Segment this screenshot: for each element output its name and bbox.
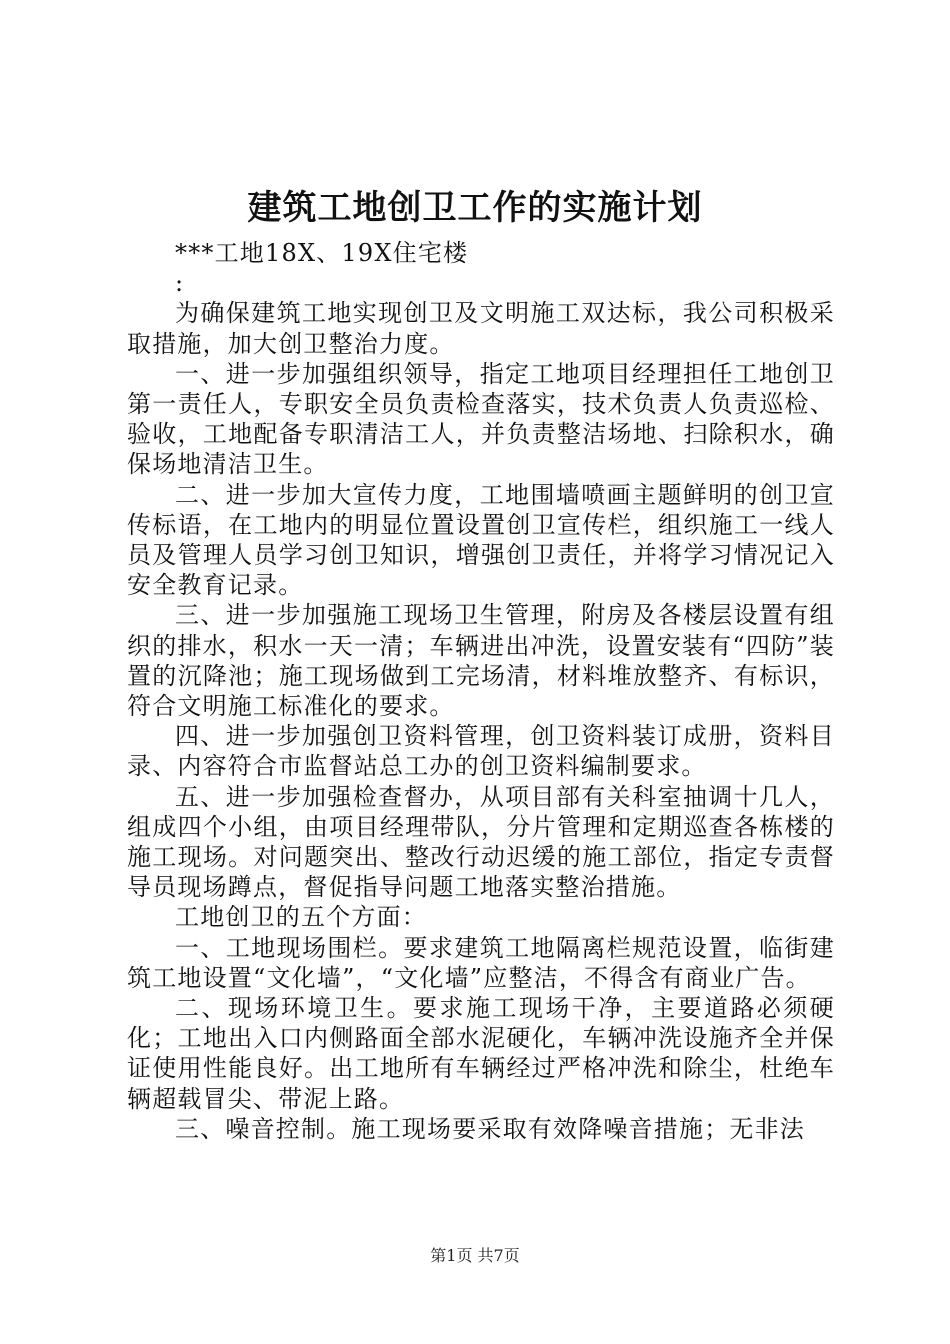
paragraph-item-4: 四、进一步加强创卫资料管理，创卫资料装订成册，资料目录、内容符合市监督站总工办的创卫资料编制要求。 — [127, 722, 835, 781]
paragraph-item-3: 三、进一步加强施工现场卫生管理，附房及各楼层设置有组织的排水，积水一天一清；车辆进出冲洗，设置安装有“四防”装置的沉降池；施工现场做到工完场清，材料堆放整齐、有标识，符合文明施工标准化的要求。 — [127, 601, 835, 721]
paragraph-item-2: 二、进一步加大宣传力度，工地围墙喷画主题鲜明的创卫宣传标语，在工地内的明显位置设置创卫宣传栏，组织施工一线人员及管理人员学习创卫知识，增强创卫责任，并将学习情况记入安全教育记录。 — [127, 480, 835, 600]
paragraph-item-1: 一、进一步加强组织领导，指定工地项目经理担任工地创卫第一责任人，专职安全员负责检查落实，技术负责人负责巡检、验收，工地配备专职清洁工人，并负责整洁场地、扫除积水，确保场地清洁卫生。 — [127, 359, 835, 479]
aspect-item-2: 二、现场环境卫生。要求施工现场干净，主要道路必须硬化；工地出入口内侧路面全部水泥硬化，车辆冲洗设施齐全并保证使用性能良好。出工地所有车辆经过严格冲洗和除尘，杜绝车辆超载冒尖、带泥上路。 — [127, 994, 835, 1113]
document-body — [127, 238, 835, 1144]
document-title: 建筑工地创卫工作的实施计划 — [247, 188, 703, 228]
aspect-item-1: 一、工地现场围栏。要求建筑工地隔离栏规范设置，临街建筑工地设置“文化墙”，“文化墙”应整洁，不得含有商业广告。 — [127, 933, 835, 992]
paragraph-intro: 为确保建筑工地实现创卫及文明施工双达标，我公司积极采取措施，加大创卫整治力度。 — [127, 299, 835, 358]
colon-line: : — [175, 269, 185, 298]
aspect-item-3: 三、噪音控制。施工现场要采取有效降噪音措施；无非法 — [175, 1114, 805, 1143]
subtitle-line: ***工地18X、19X住宅楼 — [175, 239, 469, 267]
paragraph-item-5: 五、进一步加强检查督办，从项目部有关科室抽调十几人，组成四个小组，由项目经理带队，分片管理和定期巡查各栋楼的施工现场。对问题突出、整改行动迟缓的施工部位，指定专责督导员现场蹲点，督促指导问题工地落实整治措施。 — [127, 782, 835, 902]
page-footer: 第1页 共7页 — [430, 1246, 520, 1265]
section-heading: 工地创卫的五个方面： — [175, 903, 427, 932]
